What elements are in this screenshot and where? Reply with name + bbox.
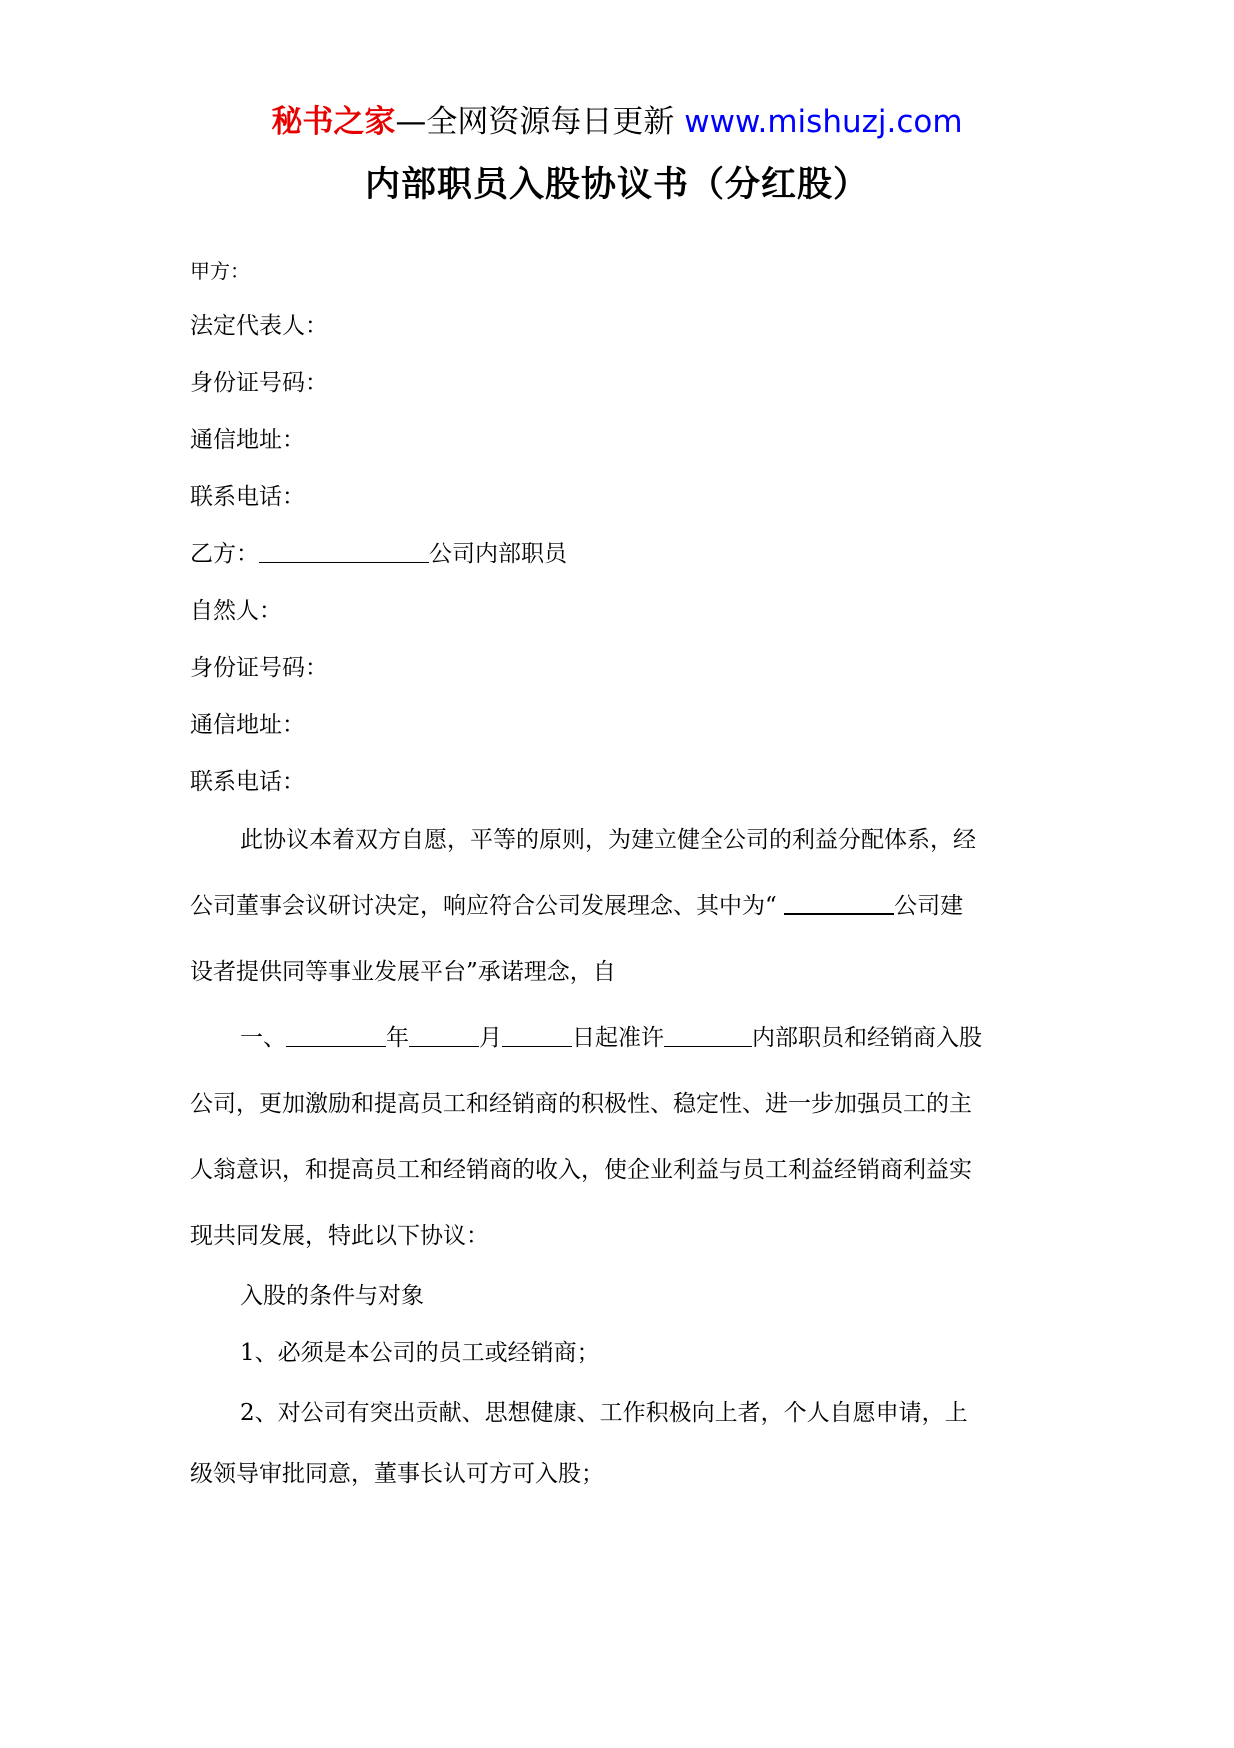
- preamble-line-2-text: 公司董事会议研讨决定，响应符合公司发展理念、其中为“: [190, 893, 785, 919]
- condition-2: 2、对公司有突出贡献、思想健康、工作积极向上者，个人自愿申请，上: [240, 1400, 968, 1426]
- party-b-address: 通信地址：: [190, 712, 305, 738]
- party-a-phone: 联系电话：: [190, 484, 305, 510]
- party-b-label: 乙方：: [190, 541, 259, 567]
- watermark-url-link[interactable]: www.mishuzj.com: [684, 104, 963, 140]
- party-b-phone: 联系电话：: [190, 769, 305, 795]
- clause-1-line-4: 现共同发展，特此以下协议：: [190, 1223, 489, 1249]
- month-blank[interactable]: [409, 1022, 479, 1047]
- party-b-id-number: 身份证号码：: [190, 655, 328, 681]
- party-b-line: [190, 537, 567, 571]
- condition-1: 1、必须是本公司的员工或经销商；: [240, 1340, 600, 1366]
- company-name-blank[interactable]: [784, 889, 894, 915]
- party-b-company-blank[interactable]: [259, 538, 429, 563]
- site-watermark-header: [0, 100, 1234, 144]
- section-heading: 入股的条件与对象: [240, 1283, 424, 1309]
- party-b-suffix: 公司内部职员: [429, 541, 567, 567]
- year-label: 年: [386, 1025, 409, 1051]
- clause-1-line-2: 公司，更加激励和提高员工和经销商的积极性、稳定性、进一步加强员工的主: [190, 1091, 972, 1117]
- preamble-line-1: 此协议本着双方自愿，平等的原则，为建立健全公司的利益分配体系，经: [240, 827, 976, 853]
- condition-2-continued: 级领导审批同意，董事长认可方可入股；: [190, 1461, 604, 1487]
- party-a-legal-rep: 法定代表人：: [190, 313, 328, 339]
- day-blank[interactable]: [502, 1022, 572, 1047]
- clause-1-tail: 内部职员和经销商入股: [752, 1025, 982, 1051]
- preamble-line-2-tail: 公司建: [894, 893, 964, 919]
- document-title: 内部职员入股协议书（分红股）: [364, 165, 869, 205]
- month-label: 月: [479, 1025, 502, 1051]
- watermark-slogan: —全网资源每日更新: [395, 104, 685, 140]
- clause-1-line-1: [240, 1021, 982, 1055]
- watermark-brand: 秘书之家: [271, 104, 396, 140]
- party-a-address: 通信地址：: [190, 427, 305, 453]
- company-blank-2[interactable]: [664, 1022, 752, 1047]
- clause-1-line-3: 人翁意识，和提高员工和经销商的收入，使企业利益与员工利益经销商利益实: [190, 1157, 972, 1183]
- clause-1-prefix: 一、: [240, 1025, 286, 1051]
- day-label: 日起准许: [572, 1025, 664, 1051]
- year-blank[interactable]: [286, 1022, 386, 1047]
- party-a-label: 甲方：: [190, 259, 250, 283]
- party-a-id-number: 身份证号码：: [190, 370, 328, 396]
- preamble-line-2: [190, 889, 963, 923]
- preamble-line-3: 设者提供同等事业发展平台”承诺理念，自: [190, 959, 616, 985]
- party-b-natural-person: 自然人：: [190, 598, 282, 624]
